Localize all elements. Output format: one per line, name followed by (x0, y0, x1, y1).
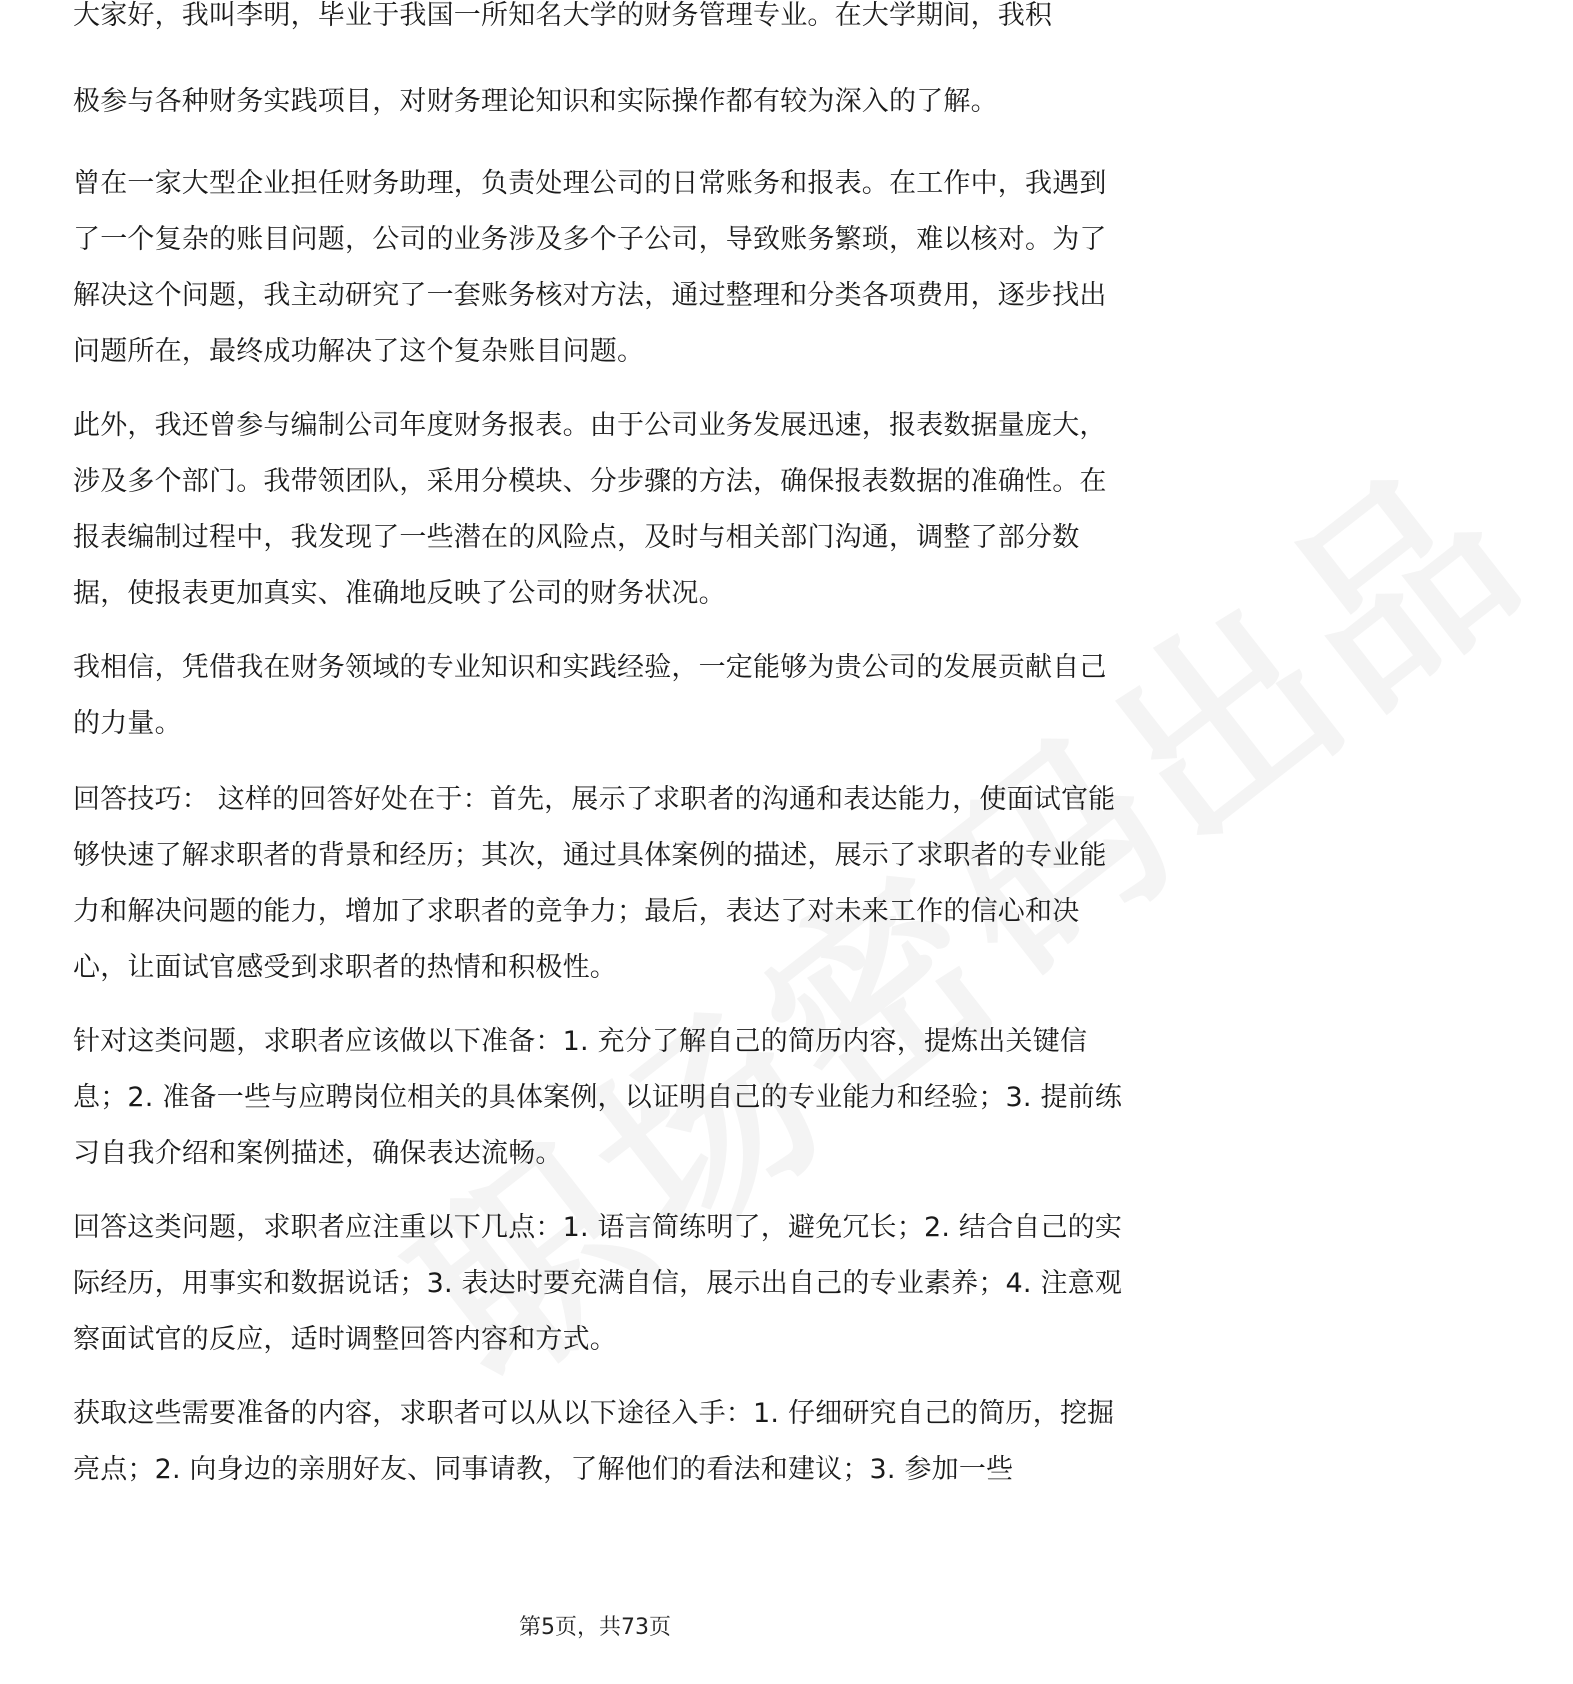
paragraph-3: 此外，我还曾参与编制公司年度财务报表。由于公司业务发展迅速，报表数据量庞大，涉及多个部门。我带领团队，采用分模块、分步骤的方法，确保报表数据的准确性。在报表编制过程中，我发现了一些潜在的风险点，及时与相关部门沟通，调整了部分数据，使报表更加真实、准确地反映了公司的财务状况。 (73, 410, 1107, 609)
paragraph-1: 极参与各种财务实践项目，对财务理论知识和实际操作都有较为深入的了解。 (73, 86, 998, 117)
paragraph-8: 获取这些需要准备的内容，求职者可以从以下途径入手：1. 仔细研究自己的简历，挖掘亮点；2. 向身边的亲朋好友、同事请教，了解他们的看法和建议；3. 参加一些 (73, 1398, 1115, 1485)
paragraph-7: 回答这类问题，求职者应注重以下几点：1. 语言简练明了，避免冗长；2. 结合自己的实际经历，用事实和数据说话；3. 表达时要充满自信，展示出自己的专业素养；4. 注意观察面试官的反应，适时调整回答内容和方式。 (73, 1212, 1123, 1355)
paragraph-4: 我相信，凭借我在财务领域的专业知识和实践经验，一定能够为贵公司的发展贡献自己的力量。 (73, 652, 1107, 739)
paragraph-2: 曾在一家大型企业担任财务助理，负责处理公司的日常账务和报表。在工作中，我遇到了一个复杂的账目问题，公司的业务涉及多个子公司，导致账务繁琐，难以核对。为了解决这个问题，我主动研究了一套账务核对方法，通过整理和分类各项费用，逐步找出问题所在，最终成功解决了这个复杂账目问题。 (73, 168, 1107, 367)
paragraph-5: 回答技巧： 这样的回答好处在于：首先，展示了求职者的沟通和表达能力，使面试官能够快速了解求职者的背景和经历；其次，通过具体案例的描述，展示了求职者的专业能力和解决问题的能力，增加了求职者的竞争力；最后，表达了对未来工作的信心和决心，让面试官感受到求职者的热情和积极性。 (73, 784, 1116, 983)
cut-off-text: 大家好，我叫李明，毕业于我国一所知名大学的财务管理专业。在大学期间，我积 (73, 0, 1053, 31)
page-number-footer: 第5页，共73页 (519, 1615, 671, 1640)
paragraph-6: 针对这类问题，求职者应该做以下准备：1. 充分了解自己的简历内容，提炼出关键信息；2. 准备一些与应聘岗位相关的具体案例，以证明自己的专业能力和经验；3. 提前练习自我介绍和案例描述，确保表达流畅。 (73, 1026, 1123, 1169)
cut-off-top-line (73, 0, 1123, 64)
